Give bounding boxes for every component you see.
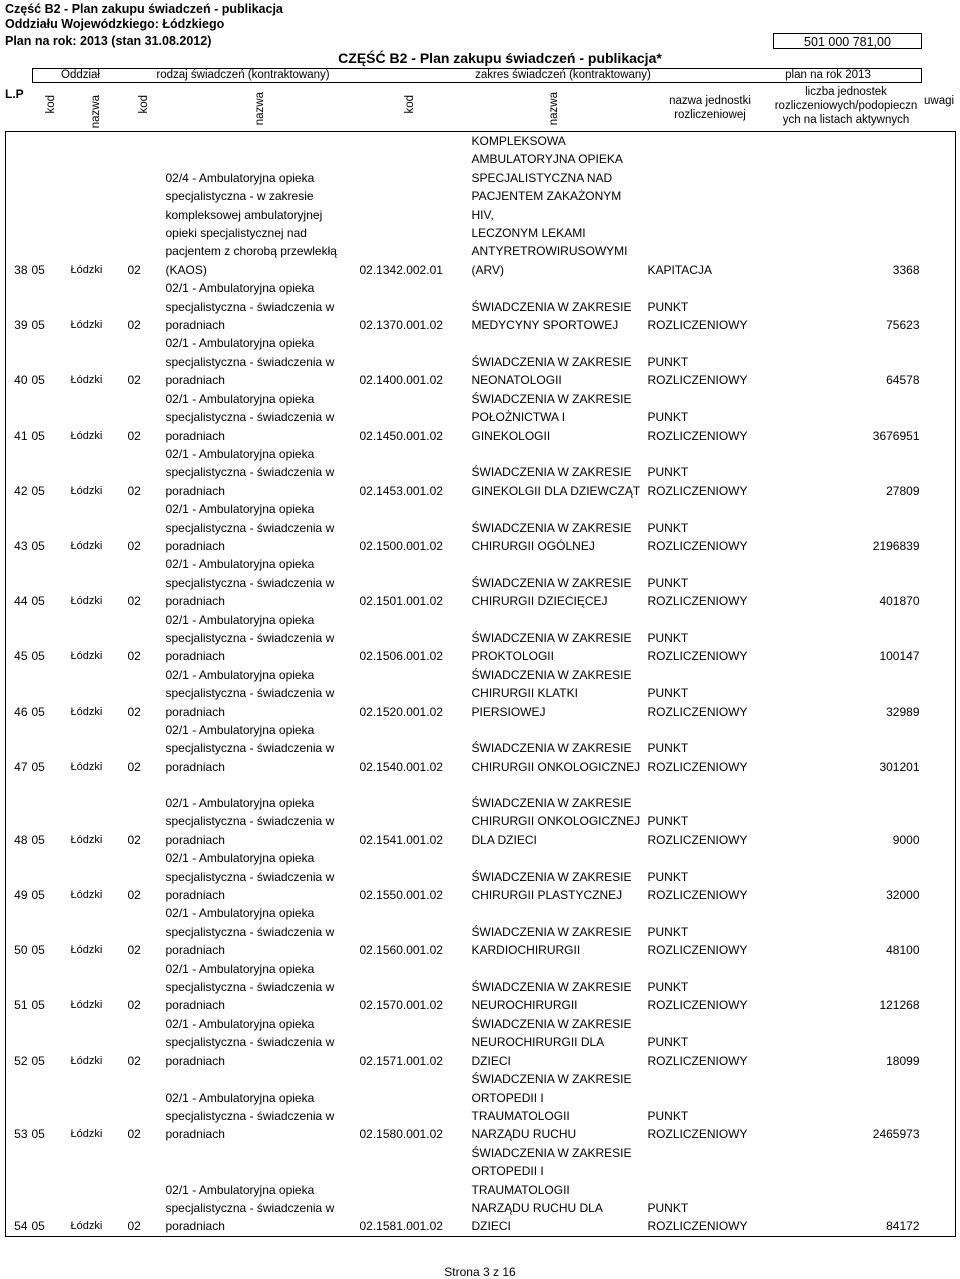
row-rodzaj-kod: 02 [127,1219,141,1234]
row-zakres-kod: 02.1500.001.02 [359,538,443,553]
table-row [6,334,956,389]
row-uwagi [922,1070,956,1144]
row-zakres-kod: 02.1400.001.02 [359,373,443,388]
row-rodzaj-kod: 02 [127,318,141,333]
row-uwagi [922,1144,956,1237]
table-row [6,132,956,280]
row-rodzaj-nazwa: 02/1 - Ambulatoryjna opieka specjalistyczna - świadczenia w poradniach [165,667,335,719]
row-oddzial-nazwa: Łódzki [70,429,103,442]
row-zakres-nazwa: ŚWIADCZENIA W ZAKRESIE CHIRURGII ONKOLOGICZNEJ [471,741,641,774]
row-oddzial-kod: 05 [31,649,45,664]
row-jednostka: PUNKT ROZLICZENIOWY [647,1108,748,1142]
row-zakres-nazwa: ŚWIADCZENIA W ZAKRESIE KARDIOCHIRURGII [471,924,632,958]
row-lp: 38 [14,262,28,277]
part-title: CZĘŚĆ B2 - Plan zakupu świadczeń - publikacja* [338,50,662,66]
row-oddzial-kod: 05 [31,704,45,719]
row-liczba: 48100 [886,943,920,958]
row-oddzial-kod: 05 [31,373,45,388]
row-oddzial-kod: 05 [31,1053,45,1068]
row-jednostka: PUNKT ROZLICZENIOWY [647,299,748,333]
row-zakres-nazwa: KOMPLEKSOWA AMBULATORYJNA OPIEKA SPECJALISTYCZNA NAD PACJENTEM ZAKAŻONYM HIV, LECZONYM LEKAMI ANTYRETROWIRUSOWYMI (ARV) [471,134,628,277]
table-row [6,1144,956,1237]
table-row [6,721,956,776]
row-rodzaj-kod: 02 [127,428,141,443]
header-zakres-kod: kod [404,95,416,114]
row-liczba: 84172 [886,1219,920,1234]
doc-title: Część B2 - Plan zakupu świadczeń - publikacja [5,2,283,16]
row-uwagi [922,279,956,334]
table-row [6,776,956,849]
row-uwagi [922,666,956,721]
row-lp: 39 [14,318,28,333]
row-jednostka: PUNKT ROZLICZENIOWY [647,465,748,498]
row-rodzaj-nazwa: 02/1 - Ambulatoryjna opieka specjalistyczna - świadczenia w poradniach [165,502,335,553]
row-rodzaj-nazwa: 02/1 - Ambulatoryjna opieka specjalistyczna - świadczenia w poradniach [165,796,335,847]
row-zakres-nazwa: ŚWIADCZENIA W ZAKRESIE CHIRURGII PLASTYCZNEJ [471,869,632,903]
row-oddzial-nazwa: Łódzki [70,833,103,846]
row-zakres-kod: 02.1540.001.02 [359,759,443,774]
row-oddzial-nazwa: Łódzki [70,650,103,663]
row-zakres-nazwa: ŚWIADCZENIA W ZAKRESIE CHIRURGII KLATKI PIERSIOWEJ [471,667,632,719]
row-liczba: 32000 [886,888,920,903]
row-uwagi [922,500,956,555]
row-zakres-nazwa: ŚWIADCZENIA W ZAKRESIE MEDYCYNY SPORTOWEJ [471,299,632,333]
row-oddzial-kod: 05 [31,262,45,277]
table-row [6,666,956,721]
row-rodzaj-kod: 02 [127,649,141,664]
row-rodzaj-kod: 02 [127,373,141,388]
header-liczba: liczba jednostek rozliczeniowych/podopieczn ych na listach aktywnych [774,86,918,126]
row-uwagi [922,334,956,389]
row-zakres-kod: 02.1571.001.02 [359,1053,443,1068]
row-liczba: 18099 [886,1053,920,1068]
header-uwagi: uwagi [924,95,955,107]
row-oddzial-nazwa: Łódzki [70,1054,103,1067]
row-rodzaj-kod: 02 [127,704,141,719]
row-jednostka: KAPITACJA [647,262,712,277]
row-zakres-nazwa: ŚWIADCZENIA W ZAKRESIE NEUROCHIRURGII DLA DZIECI [471,1016,632,1068]
row-oddzial-kod: 05 [31,888,45,903]
row-rodzaj-kod: 02 [127,483,141,498]
row-oddzial-nazwa: Łódzki [70,539,103,552]
row-liczba: 100147 [879,649,920,664]
row-oddzial-kod: 05 [31,759,45,774]
row-rodzaj-kod: 02 [127,1053,141,1068]
row-oddzial-nazwa: Łódzki [70,1220,103,1233]
row-rodzaj-nazwa: 02/1 - Ambulatoryjna opieka specjalistyczna - świadczenia w poradniach [165,851,335,903]
row-uwagi [922,555,956,610]
row-zakres-kod: 02.1450.001.02 [359,428,443,443]
row-oddzial-kod: 05 [31,1127,45,1142]
row-zakres-nazwa: ŚWIADCZENIA W ZAKRESIE CHIRURGII ONKOLOGICZNEJ DLA DZIECI [471,796,641,847]
row-lp: 54 [14,1219,28,1234]
row-lp: 46 [14,704,28,719]
row-zakres-nazwa: ŚWIADCZENIA W ZAKRESIE NEONATOLOGII [471,354,632,388]
row-rodzaj-kod: 02 [127,888,141,903]
row-liczba: 2465973 [872,1127,920,1142]
row-rodzaj-nazwa: 02/1 - Ambulatoryjna opieka specjalistyczna - świadczenia w poradniach [165,446,335,498]
table-row [6,611,956,666]
row-liczba: 27809 [886,483,920,498]
row-liczba: 301201 [879,759,920,774]
row-liczba: 64578 [886,373,920,388]
row-jednostka: PUNKT ROZLICZENIOWY [647,686,748,719]
row-jednostka: PUNKT ROZLICZENIOWY [647,354,748,388]
header-rodzaj: rodzaj świadczeń (kontraktowany) [156,69,330,81]
row-lp: 43 [14,538,28,553]
table-row [6,390,956,445]
row-rodzaj-kod: 02 [127,759,141,774]
row-zakres-kod: 02.1370.001.02 [359,318,443,333]
table-row [6,960,956,1015]
row-uwagi [922,132,956,280]
table-row [6,500,956,555]
row-oddzial-kod: 05 [31,318,45,333]
header-lp: L.P [5,87,24,101]
row-zakres-kod: 02.1550.001.02 [359,888,443,903]
row-jednostka: PUNKT ROZLICZENIOWY [647,1200,748,1234]
table-row [6,1070,956,1144]
row-oddzial-nazwa: Łódzki [70,889,103,902]
row-oddzial-kod: 05 [31,538,45,553]
row-zakres-nazwa: ŚWIADCZENIA W ZAKRESIE CHIRURGII DZIECIĘCEJ [471,575,632,609]
row-liczba: 75623 [886,318,920,333]
row-zakres-nazwa: ŚWIADCZENIA W ZAKRESIE PROKTOLOGII [471,630,632,664]
row-oddzial-nazwa: Łódzki [70,263,103,276]
row-oddzial-nazwa: Łódzki [70,705,103,718]
row-rodzaj-nazwa: 02/1 - Ambulatoryjna opieka specjalistyczna - świadczenia w poradniach [165,1182,335,1234]
row-uwagi [922,849,956,904]
row-oddzial-kod: 05 [31,483,45,498]
row-lp: 49 [14,888,28,903]
row-jednostka: PUNKT ROZLICZENIOWY [647,741,748,774]
row-zakres-nazwa: ŚWIADCZENIA W ZAKRESIE CHIRURGII OGÓLNEJ [471,520,632,553]
row-zakres-kod: 02.1506.001.02 [359,649,443,664]
row-lp: 53 [14,1127,28,1142]
data-table [5,131,956,1237]
row-uwagi [922,960,956,1015]
row-uwagi [922,904,956,959]
row-oddzial-nazwa: Łódzki [70,1128,103,1141]
row-jednostka: PUNKT ROZLICZENIOWY [647,410,748,443]
row-uwagi [922,445,956,500]
row-oddzial-nazwa: Łódzki [70,319,103,332]
row-zakres-nazwa: ŚWIADCZENIA W ZAKRESIE ORTOPEDII I TRAUMATOLOGII NARZĄDU RUCHU DLA DZIECI [471,1145,632,1234]
table-row [6,555,956,610]
row-rodzaj-nazwa: 02/1 - Ambulatoryjna opieka specjalistyczna - świadczenia w poradniach [165,1090,335,1142]
row-liczba: 32989 [886,704,920,719]
header-plan: plan na rok 2013 [785,69,871,81]
row-uwagi [922,611,956,666]
row-rodzaj-nazwa: 02/1 - Ambulatoryjna opieka specjalistyczna - świadczenia w poradniach [165,336,335,388]
row-zakres-kod: 02.1581.001.02 [359,1219,443,1234]
row-jednostka: PUNKT ROZLICZENIOWY [647,924,748,958]
row-rodzaj-kod: 02 [127,538,141,553]
row-uwagi [922,1015,956,1070]
header-oddzial-nazwa: nazwa [90,95,102,129]
row-lp: 50 [14,943,28,958]
table-row [6,904,956,959]
row-lp: 44 [14,594,28,609]
row-lp: 51 [14,998,28,1013]
row-lp: 41 [14,428,28,443]
row-oddzial-kod: 05 [31,594,45,609]
row-rodzaj-nazwa: 02/1 - Ambulatoryjna opieka specjalistyczna - świadczenia w poradniach [165,723,335,774]
row-oddzial-kod: 05 [31,943,45,958]
header-zakres-nazwa: nazwa [548,92,560,126]
row-zakres-kod: 02.1501.001.02 [359,594,443,609]
row-liczba: 2196839 [872,538,920,553]
row-zakres-kod: 02.1580.001.02 [359,1127,443,1142]
row-lp: 52 [14,1053,28,1068]
row-oddzial-nazwa: Łódzki [70,944,103,957]
row-oddzial-nazwa: Łódzki [70,595,103,608]
row-rodzaj-kod: 02 [127,262,141,277]
row-rodzaj-nazwa: 02/1 - Ambulatoryjna opieka specjalistyczna - świadczenia w poradniach [165,961,335,1013]
row-jednostka: PUNKT ROZLICZENIOWY [647,520,748,553]
row-jednostka: PUNKT ROZLICZENIOWY [647,575,748,609]
row-rodzaj-nazwa: 02/1 - Ambulatoryjna opieka specjalistyczna - świadczenia w poradniach [165,557,335,609]
row-jednostka: PUNKT ROZLICZENIOWY [647,1035,748,1068]
row-rodzaj-kod: 02 [127,943,141,958]
row-lp: 42 [14,483,28,498]
plan-year: Plan na rok: 2013 (stan 31.08.2012) [5,34,212,48]
row-zakres-kod: 02.1541.001.02 [359,832,443,847]
row-lp: 48 [14,832,28,847]
header-jednostka: nazwa jednostki rozliczeniowej [669,95,751,121]
row-zakres-kod: 02.1342.002.01 [359,262,443,277]
row-oddzial-nazwa: Łódzki [70,374,103,387]
row-oddzial-nazwa: Łódzki [70,484,103,497]
row-liczba: 121268 [879,998,920,1013]
group-header-row [32,68,922,83]
row-lp: 45 [14,649,28,664]
header-rodzaj-nazwa: nazwa [254,92,266,126]
row-oddzial-nazwa: Łódzki [70,760,103,773]
row-jednostka: PUNKT ROZLICZENIOWY [647,869,748,903]
table-row [6,1015,956,1070]
row-zakres-kod: 02.1570.001.02 [359,998,443,1013]
row-liczba: 401870 [879,594,920,609]
row-zakres-nazwa: ŚWIADCZENIA W ZAKRESIE NEUROCHIRURGII [471,980,632,1013]
row-rodzaj-nazwa: 02/1 - Ambulatoryjna opieka specjalistyczna - świadczenia w poradniach [165,281,335,333]
row-jednostka: PUNKT ROZLICZENIOWY [647,980,748,1013]
row-uwagi [922,776,956,849]
table-row [6,279,956,334]
row-rodzaj-kod: 02 [127,594,141,609]
doc-subtitle: Oddziału Wojewódzkiego: Łódzkiego [5,17,225,31]
header-rodzaj-kod: kod [138,95,150,114]
row-rodzaj-nazwa: 02/1 - Ambulatoryjna opieka specjalistyczna - świadczenia w poradniach [165,906,335,958]
row-oddzial-kod: 05 [31,998,45,1013]
header-oddzial: Oddział [61,69,100,81]
row-liczba: 9000 [892,832,920,847]
table-row [6,849,956,904]
row-rodzaj-nazwa: 02/1 - Ambulatoryjna opieka specjalistyczna - świadczenia w poradniach [165,391,335,443]
row-oddzial-kod: 05 [31,1219,45,1234]
row-rodzaj-nazwa: 02/4 - Ambulatoryjna opieka specjalistyczna - w zakresie kompleksowej ambulatoryjnej opieki specjalistycznej nad pacjentem z chorobą przewlekłą (KAOS) [165,170,337,277]
row-jednostka: PUNKT ROZLICZENIOWY [647,814,748,847]
total-amount: 501 000 781,00 [773,33,922,49]
row-rodzaj-nazwa: 02/1 - Ambulatoryjna opieka specjalistyczna - świadczenia w poradniach [165,1016,335,1068]
row-zakres-nazwa: ŚWIADCZENIA W ZAKRESIE GINEKOLGII DLA DZIEWCZĄT [471,465,641,498]
row-jednostka: PUNKT ROZLICZENIOWY [647,630,748,664]
row-oddzial-nazwa: Łódzki [70,999,103,1012]
row-liczba: 3676951 [872,428,920,443]
row-rodzaj-kod: 02 [127,1127,141,1142]
row-uwagi [922,721,956,776]
row-zakres-kod: 02.1453.001.02 [359,483,443,498]
row-rodzaj-kod: 02 [127,998,141,1013]
row-zakres-nazwa: ŚWIADCZENIA W ZAKRESIE ORTOPEDII I TRAUMATOLOGII NARZĄDU RUCHU [471,1072,632,1142]
header-zakres: zakres świadczeń (kontraktowany) [475,69,651,81]
row-uwagi [922,390,956,445]
row-lp: 47 [14,759,28,774]
row-rodzaj-nazwa: 02/1 - Ambulatoryjna opieka specjalistyczna - świadczenia w poradniach [165,612,335,664]
row-liczba: 3368 [892,262,920,277]
row-oddzial-kod: 05 [31,428,45,443]
row-zakres-kod: 02.1560.001.02 [359,943,443,958]
row-rodzaj-kod: 02 [127,832,141,847]
page-number: Strona 3 z 16 [444,1265,516,1279]
row-oddzial-kod: 05 [31,832,45,847]
header-oddzial-kod: kod [45,95,57,114]
table-row [6,445,956,500]
row-zakres-nazwa: ŚWIADCZENIA W ZAKRESIE POŁOŻNICTWA I GINEKOLOGII [471,391,632,443]
row-lp: 40 [14,373,28,388]
row-zakres-kod: 02.1520.001.02 [359,704,443,719]
